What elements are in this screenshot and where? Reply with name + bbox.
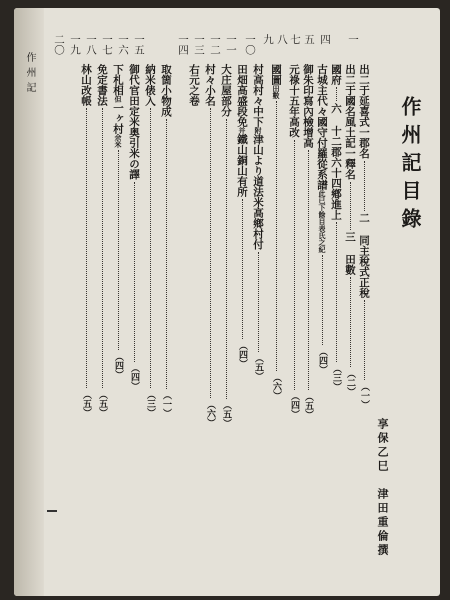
page-mark	[47, 510, 57, 512]
toc-entry: 大庄屋部分（五）	[220, 64, 232, 428]
toc-entry: 田畑高盛段免并鐵山銅山有所（四）	[236, 64, 248, 368]
colnum: 一七	[101, 34, 113, 55]
running-title: 作州記	[24, 52, 35, 97]
colnum: 七	[289, 34, 301, 45]
colnum: 一三	[193, 34, 205, 55]
colnum: 一四	[177, 34, 189, 55]
toc-entry: 納米俵入（三）	[144, 64, 156, 417]
toc-entry: 御代官田定米奥引米の譯（四）	[128, 64, 140, 391]
toc-entry: 村々小名（六）	[204, 64, 216, 427]
toc-entry: 古城主代々國守付羅從系譜此已下餘目表氏之紀（四）	[316, 64, 328, 374]
toc-entry: 取箇小物成（一）	[160, 64, 172, 418]
toc-entry: 免定書法（五）	[96, 64, 108, 417]
toc-entry: 國圖田數（六）	[270, 64, 282, 400]
toc-title: 作州記目錄	[398, 96, 422, 236]
toc-entry: 出二于國名風土記一釋名三 田數（二）	[344, 64, 356, 396]
toc-entry: 國府六 十二郡六十四鄕進上（三）	[330, 64, 342, 391]
colnum: 九	[262, 34, 274, 45]
toc-entry: 林山改帳（五）	[80, 64, 92, 417]
toc-entry: 御朱印寫內檢增高（五）	[302, 64, 314, 419]
colnum: 五	[303, 34, 315, 45]
colnum: 一九	[69, 34, 81, 55]
colnum: 一	[347, 34, 359, 45]
document-page	[14, 8, 440, 596]
preface-era: 享保乙巳	[376, 418, 389, 474]
toc-entry: 元祿十五年高改（四）	[288, 64, 300, 419]
volume-heading: 右元之卷	[188, 64, 200, 106]
colnum: 一五	[133, 34, 145, 55]
colnum: 一六	[117, 34, 129, 55]
colnum: 四	[319, 34, 331, 45]
colnum: 八	[276, 34, 288, 45]
toc-entry: 村高村々中下附津山より道法米高鄉村付（五）	[252, 64, 264, 381]
preface-author: 津田重倫撰	[376, 488, 389, 558]
colnum: 一一	[225, 34, 237, 55]
toc-entry: 下札相但一ヶ村余米（四）	[112, 64, 124, 379]
colnum: 二〇	[53, 34, 65, 55]
colnum: 一二	[209, 34, 221, 55]
colnum: 一八	[85, 34, 97, 55]
toc-entry: 出二于延喜式一郡名二 同主稅式正稅（一）	[358, 64, 370, 409]
colnum: 一〇	[244, 34, 256, 55]
